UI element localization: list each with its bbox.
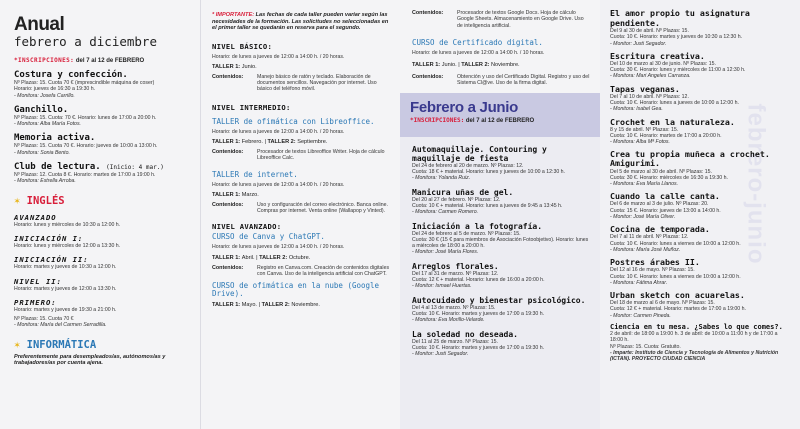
course-info: 2 de abril: de 18:00 a 19:00 h. 3 de abril: de 10:00 a 11:00 h y de 17:00 a 18:00 h. — [610, 331, 778, 344]
course-ganchillo — [14, 105, 188, 128]
basic-hours: Horario: de lunes a jueves de 12:00 a 14:00 h. / 20 horas. — [212, 53, 345, 60]
contents-text: Manejo básico de ratón y teclado. Elaboración de documentos sencillos. Navegación por internet. Uso básico del teléfono móvil. — [257, 73, 377, 93]
febrero-junio-band — [400, 93, 600, 137]
course-info: Cuota: 10 €. Horario: martes y jueves de 17:00 a 19:30 h. — [412, 310, 545, 317]
course-monitor: - Monitor: Ismael Huertas. — [412, 283, 472, 290]
level-name: AVANZADO — [14, 212, 57, 222]
taller-label: TALLER 1: — [212, 254, 241, 261]
course-info: Del 6 de marzo al 3 de julio. Nº Plazas: 20. — [610, 201, 709, 208]
course-item — [412, 296, 590, 324]
anual-title: Anual — [14, 14, 65, 35]
advanced-hours: Horario: de lunes a jueves de 12:00 a 14:00 h. / 20 horas. — [212, 244, 345, 251]
taller-label: TALLER 1: — [212, 302, 241, 309]
level-hours: Horario: martes y jueves de 10:30 a 12:00 h. — [14, 264, 117, 271]
advanced-title: NIVEL AVANZADO: — [212, 222, 282, 232]
cloud-continued — [400, 0, 600, 93]
internet-taller — [212, 192, 390, 198]
internet-contents — [212, 202, 390, 215]
taller-label: TALLER 2: — [267, 138, 296, 145]
intermediate-contents — [212, 149, 390, 162]
level-hours: Horario: lunes y miércoles de 10:30 a 12:00 h. — [14, 221, 121, 228]
course-item — [412, 262, 590, 290]
taller-label: TALLER 2: — [461, 62, 490, 69]
course-info: Cuota: 10 €. Horario: lunes a viernes de 10:00 a 12:00 h. — [610, 240, 741, 247]
course-title: Memoria activa. — [14, 133, 96, 144]
course-item — [610, 84, 788, 113]
contents-text: Procesador de textos Libreoffice Writer. Hoja de cálculo Libreoffice Calc. — [257, 148, 385, 162]
course-item — [412, 188, 590, 216]
advanced-taller: TALLER 1: Abril. | TALLER 2: Octubre. — [212, 254, 311, 261]
course-monitor: - Monitor: Justi Segador. — [412, 351, 469, 358]
course-info: Del 7 al 10 de abril. Nº Plazas: 12. — [610, 93, 689, 100]
course-title: La soledad no deseada. — [412, 329, 518, 339]
course-costura — [14, 70, 188, 99]
contents-text: Uso y configuración del correo electrónico. Banca online. Compras por internet. Venta online (Wallapop y Vinted). — [257, 201, 388, 215]
column-anual — [0, 0, 200, 429]
taller-month: Marzo. — [241, 191, 259, 198]
level-hours: Horario: martes y jueves de 12:00 a 13:30 h. — [14, 285, 117, 292]
level-hours: Horario: martes y jueves de 19:30 a 21:00 h. — [14, 306, 117, 313]
course-title: Automaquillaje. Contouring y maquillaje de fiesta — [412, 144, 547, 163]
intermediate-hours: Horario: de lunes a jueves de 12:00 a 14:00 h. / 20 horas. — [212, 128, 345, 135]
course-monitor: - Monitora: Sonia Bento. — [14, 149, 70, 156]
advanced-contents — [212, 265, 390, 278]
course-info: Cuota: 12 € + material. Horario: lunes de 16:00 a 20:00 h. — [412, 277, 545, 284]
taller-month: Abril. — [241, 254, 255, 261]
contents-label: Contenidos: — [212, 73, 244, 80]
course-info: 8 y 15 de abril. Nº Plazas: 15. — [610, 126, 679, 133]
course-info: Del 7 al 11 de abril. Nº Plazas: 12. — [610, 234, 689, 241]
course-item — [610, 290, 788, 319]
basic-taller — [212, 64, 390, 70]
course-item — [610, 323, 788, 362]
course-title: Urban sketch con acuarelas. — [610, 290, 745, 301]
course-title: Iniciación a la fotografía. — [412, 221, 543, 231]
course-monitor: - Monitor: Carmen Pineda. — [610, 312, 671, 319]
course-item — [610, 150, 788, 188]
ingles-plazas: Nº Plazas: 15. Cuota 70 € — [14, 316, 74, 323]
course-monitor: - Monitora: Josefa Carrillo. — [14, 92, 75, 99]
taller-month: Noviembre. — [491, 62, 520, 69]
cloud-contents — [412, 10, 590, 29]
ins-label: *INSCRIPCIONES: — [14, 57, 75, 64]
course-item — [610, 51, 788, 80]
course-info: Del 18 de marzo al 6 de mayo. Nº Plazas: 15. — [610, 300, 715, 307]
contents-label: Contenidos: — [212, 148, 244, 155]
intermediate-title: NIVEL INTERMEDIO: — [212, 102, 291, 112]
ingles-monitor: - Monitora: María del Carmen Serradilla. — [14, 322, 107, 329]
course-monitor: - Monitora: Mari Angeles Carranza. — [610, 73, 691, 80]
level-hours: Horario: lunes y miércoles de 12:00 a 13:30 h. — [14, 242, 121, 249]
course-item — [610, 8, 788, 47]
anual-inscripciones — [14, 57, 188, 64]
ingles-title: INGLÉS — [26, 194, 65, 207]
cert-taller: TALLER 1: Junio. | TALLER 2: Noviembre. — [412, 62, 520, 69]
taller-label: TALLER 2: — [259, 254, 288, 261]
contents-label: Contenidos: — [212, 201, 244, 208]
course-info: Cuota: 10 € + material. Horario: lunes a jueves de 9:45 a 13:45 h. — [412, 202, 563, 209]
ins-dates: del 7 al 12 de FEBRERO — [465, 117, 535, 124]
course-info: Cuota: 18 € + material. Horario: lunes y jueves de 10:00 a 12:30 h. — [412, 169, 565, 176]
course-info: Nº Plazas: 15. Cuota: 70 €. Horario: lunes de 17:00 a 20:00 h. — [14, 114, 157, 121]
column-febrero-junio-cont — [600, 0, 800, 429]
course-monitor: - Monitora: Estrella Arroba. — [14, 178, 76, 185]
course-info: Cuota: 10 €. Horario: lunes a viernes de 10:00 a 12:00 h. — [610, 273, 741, 280]
taller-label: TALLER 1: — [212, 63, 241, 70]
important-note — [212, 12, 390, 32]
internet-title: TALLER de internet. — [212, 169, 298, 179]
level-name: INICIACIÓN II: — [14, 255, 89, 265]
ingles-heading — [14, 195, 188, 207]
course-title: Ciencia en tu mesa. ¿Sabes lo que comes?. — [610, 323, 783, 332]
course-monitor: - Monitora: Isabel Gea. — [610, 106, 663, 113]
contents-label: Contenidos: — [412, 10, 444, 16]
basic-title: NIVEL BÁSICO: — [212, 41, 273, 51]
course-monitor: - Monitora: María José Muñoz. — [610, 246, 681, 253]
column-febrero-junio — [400, 0, 600, 429]
contents-text: Obtención y uso del Certificado Digital. Registro y uso del Sistema Cl@ve. Uso de la firma digital. — [457, 74, 590, 87]
course-item — [412, 222, 590, 256]
column-informatica — [200, 0, 400, 429]
course-monitor: - Imparte: Instituto de Ciencia y Tecnología de Alimentos y Nutrición (ICTAN). PROYECTO CIUDAD CIENCIA — [610, 349, 779, 363]
course-info: Del 24 de febrero al 5 de marzo. Nº Plazas: 15. — [412, 230, 521, 237]
course-monitor: - Monitora: Carmen Romero. — [412, 209, 479, 216]
course-title: Cocina de temporada. — [610, 224, 710, 235]
course-title: Arreglos florales. — [412, 261, 499, 271]
course-info: Nº Plazas: 12. Cuota 8 €. Horario: martes de 17:00 a 19:00 h. — [14, 172, 156, 179]
taller-month: Noviembre. — [291, 302, 320, 309]
course-info: Del 20 al 27 de febrero. Nº Plazas: 12. — [412, 196, 501, 203]
star-icon: ✶ — [14, 338, 21, 351]
ingles-levels — [14, 213, 188, 329]
advanced-subtitle: CURSO de Canva y ChatGPT. — [212, 232, 325, 242]
course-monitor: - Monitora: Alba Mª Fotos. — [610, 139, 670, 146]
course-monitor: - Monitora: Eva Morillo-Velarde. — [412, 317, 485, 324]
course-info: Del 24 de febrero al 20 de marzo. Nº Plazas: 12. — [412, 162, 524, 169]
course-info: Del 9 al 30 de abril. Nº Plazas: 15. — [610, 28, 689, 34]
contents-text: Procesador de textos Google Docs. Hoja de cálculo Google Sheets. Almacenamiento en Google Drive. Uso de inteligencia artificial. — [457, 10, 584, 29]
course-info: Cuota: 30 €. Horario: miércoles de 16:30 a 19:30 h. — [610, 174, 728, 181]
course-info: Cuota: 30 €. Horario: lunes y miércoles de 11:00 a 12:30 h. — [610, 67, 746, 74]
course-club-lectura — [14, 162, 188, 185]
course-info: Horario: jueves de 16:30 a 19:30 h. — [14, 86, 96, 93]
course-info: Nº Plazas: 15. Cuota 70 € (imprescindible máquina de coser) — [14, 80, 155, 86]
intermediate-taller: TALLER 1: Febrero. | TALLER 2: Septiembre. — [212, 138, 328, 145]
c4-courses — [610, 8, 788, 363]
cloud-taller: TALLER 1: Mayo. | TALLER 2: Noviembre. — [212, 302, 320, 309]
band-inscripciones — [410, 117, 600, 124]
level-name: NIVEL II: — [14, 276, 62, 286]
star-icon: ✶ — [14, 194, 21, 207]
course-title-row — [14, 162, 188, 172]
course-info: Nº Plazas: 15. Cuota 70 €. Horario: jueves de 10:00 a 13:00 h. — [14, 143, 158, 150]
cert-title: CURSO de Certificado digital. — [412, 37, 543, 47]
course-item — [610, 257, 788, 286]
course-item — [412, 330, 590, 358]
course-title: Cuando la calle canta. — [610, 191, 720, 202]
taller-month: Junio. — [441, 62, 457, 69]
internet-hours: Horario: de lunes a jueves de 12:00 a 14:00 h. / 20 horas. — [212, 181, 345, 188]
course-title: Ganchillo. — [14, 104, 69, 115]
course-title: Crochet en la naturaleza. — [610, 116, 735, 127]
band-title: Febrero a Junio — [410, 98, 519, 116]
vertical-watermark: febrero-junio — [742, 103, 770, 265]
anual-subtitle: febrero a diciembre — [14, 34, 157, 49]
important-text: Las fechas de cada taller pueden variar según las necesidades de la formación. Las solicitudes no seleccionadas en el primer taller se quedarán en reserva para el segundo. — [212, 12, 389, 31]
taller-label: TALLER 1: — [212, 191, 241, 198]
intermediate-subtitle: TALLER de ofimática con Libreoffice. — [212, 116, 375, 126]
course-info: Cuota: 10 €. Horario: martes y jueves de 17:00 a 19:30 h. — [412, 344, 545, 351]
course-item — [610, 191, 788, 220]
taller-label: TALLER 1: — [412, 62, 441, 69]
basic-contents — [212, 74, 390, 93]
course-info: Del 4 al 13 de marzo. Nº Plazas: 15. — [412, 304, 496, 311]
course-info: Del 12 al 16 de mayo. Nº Plazas: 15. — [610, 267, 695, 274]
course-monitor: - Monitora: Eva María Llanos. — [610, 181, 679, 188]
informatica-note: Preferentemente para desempleados/as, autónomos/as y trabajadores/as por cuenta ajena. — [14, 353, 166, 367]
course-title: Autocuidado y bienestar psicológico. — [412, 295, 586, 305]
febrero-courses — [400, 137, 600, 358]
ins-label: *INSCRIPCIONES: — [410, 116, 465, 124]
cert-hours: Horario: de lunes a jueves de 12:00 a 14:00 h. / 10 horas. — [412, 49, 545, 56]
contents-label: Contenidos: — [412, 74, 444, 81]
course-info: Cuota: 30 € (15 € para miembros de Asociación Fotoobjetivo). Horario: lunes a miércoles de 18:00 a 20:00 h. — [412, 236, 589, 250]
taller-month: Septiembre. — [297, 138, 328, 145]
taller-month: Junio. — [241, 63, 257, 70]
course-monitor: - Monitor: Justi Segador. — [610, 40, 667, 47]
course-title: Costura y confección. — [14, 70, 128, 80]
level-name: INICIACIÓN I: — [14, 233, 84, 243]
taller-month: Febrero. — [241, 138, 263, 145]
course-monitor: - Monitor: José María Oliver. — [610, 214, 676, 221]
course-title: Tapas veganas. — [610, 83, 680, 94]
taller-label: TALLER 1: — [212, 138, 241, 145]
course-title: Escritura creativa. — [610, 50, 705, 61]
informatica-title: INFORMÁTICA — [26, 338, 97, 351]
course-title: Club de lectura. — [14, 162, 101, 173]
course-info: Cuota: 10 €. Horario: lunes a jueves de 10:00 a 12:00 h. — [610, 100, 739, 107]
course-info: Del 11 al 25 de marzo. Nº Plazas: 15. — [412, 338, 498, 345]
taller-label: TALLER 2: — [261, 302, 290, 309]
course-monitor: - Monitora: Fátima Ahrar. — [610, 279, 668, 286]
course-info: Cuota: 15 €. Horario: jueves de 13:00 a 14:00 h. — [610, 207, 721, 214]
course-info: Del 5 de marzo al 30 de abril. Nº Plazas: 15. — [610, 168, 712, 175]
course-title: El amor propio tu asignatura pendiente. — [610, 8, 750, 28]
course-info: Nº Plazas: 15. Cuota: Gratuito. — [610, 343, 681, 350]
course-info: Del 10 de marzo al 30 de junio. Nº Plazas: 15. — [610, 60, 716, 67]
course-monitor: - Monitor: José María Flores. — [412, 249, 479, 256]
course-info: Cuota: 10 €. Horario: martes de 17:00 a 20:00 h. — [610, 132, 722, 139]
important-label: * IMPORTANTE: — [212, 12, 255, 18]
taller-month: Octubre. — [288, 254, 311, 261]
course-monitor: - Monitora: Yolanda Ruiz. — [412, 175, 471, 182]
course-title: Manicura uñas de gel. — [412, 187, 514, 197]
cert-contents — [412, 74, 590, 87]
course-memoria — [14, 133, 188, 156]
level-name: PRIMERO: — [14, 297, 57, 307]
taller-month: Mayo. — [241, 302, 257, 309]
course-info: Cuota: 10 €. Horario: martes y jueves de 10:30 a 12:30 h. — [610, 34, 743, 41]
course-title: Postres árabes II. — [610, 257, 700, 268]
course-item — [412, 145, 590, 182]
ins-dates: del 7 al 12 de FEBRERO — [75, 58, 145, 64]
cloud-title: CURSO de ofimática en la nube (Google Drive). — [212, 281, 380, 299]
course-monitor: - Monitora: Alba María Fotos. — [14, 121, 81, 128]
course-note: (Inicio: 4 mar.) — [106, 164, 164, 172]
course-info: Cuota: 12 € + material. Horario: martes de 17:00 a 19:00 h. — [610, 306, 746, 313]
contents-label: Contenidos: — [212, 264, 244, 271]
contents-text: Registro en Canva.com. Creación de contenidos digitales con Canva. Uso de la inteligencia artificial con ChatGPT. — [257, 264, 390, 278]
informatica-heading — [14, 339, 188, 351]
course-item — [610, 224, 788, 253]
course-item — [610, 117, 788, 146]
course-info: Del 17 al 31 de marzo. Nº Plazas: 12. — [412, 270, 499, 277]
course-title: Crea tu propia muñeca a crochet. Amigurimi. — [610, 148, 770, 169]
